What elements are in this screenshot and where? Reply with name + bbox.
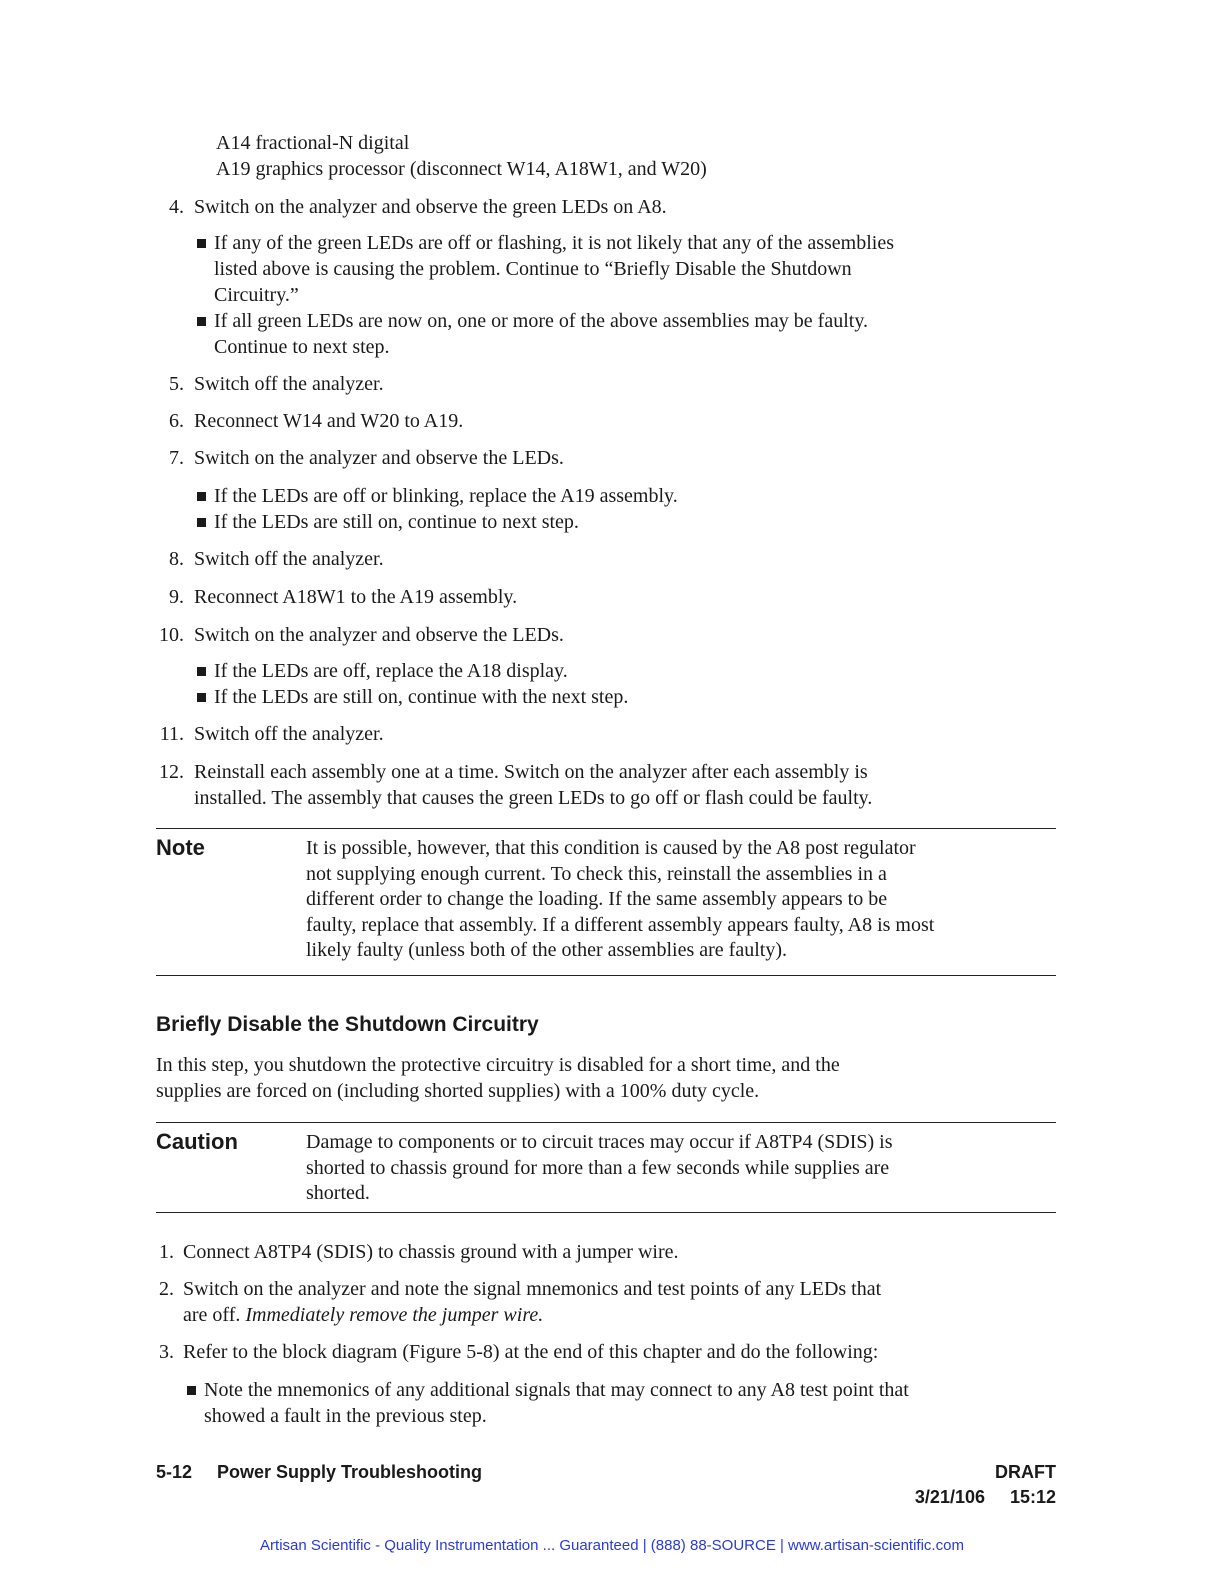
step-text: Switch off the analyzer. xyxy=(194,373,384,395)
step-number: 12. xyxy=(159,761,184,783)
step-text: Refer to the block diagram (Figure 5-8) at the end of this chapter and do the following: xyxy=(183,1341,879,1363)
step-number: 6. xyxy=(169,410,184,432)
step-text: installed. The assembly that causes the green LEDs to go off or flash could be faulty. xyxy=(194,787,873,809)
step-text: Connect A8TP4 (SDIS) to chassis ground with a jumper wire. xyxy=(183,1241,679,1263)
step-text: Reinstall each assembly one at a time. Switch on the analyzer after each assembly is xyxy=(194,761,868,783)
step-number: 9. xyxy=(169,586,184,608)
note-top-rule xyxy=(156,828,1056,829)
step-emphasis: Immediately remove the jumper wire. xyxy=(245,1304,544,1326)
step-number: 11. xyxy=(159,723,184,745)
intro-item: A19 graphics processor (disconnect W14, A18W1, and W20) xyxy=(216,158,707,180)
section-intro: In this step, you shutdown the protective circuitry is disabled for a short time, and the xyxy=(156,1054,840,1076)
bullet-icon xyxy=(197,492,206,501)
step-number: 3. xyxy=(159,1341,174,1363)
caution-bottom-rule xyxy=(156,1212,1056,1213)
caution-label: Caution xyxy=(156,1129,238,1154)
bullet-text: Continue to next step. xyxy=(214,336,390,358)
step-text-line xyxy=(183,1302,543,1328)
bullet-text: If the LEDs are off, replace the A18 display. xyxy=(214,660,568,682)
note-label: Note xyxy=(156,835,205,860)
step-number: 7. xyxy=(169,447,184,469)
step-number: 5. xyxy=(169,373,184,395)
bullet-text: If any of the green LEDs are off or flashing, it is not likely that any of the assemblies xyxy=(214,232,894,254)
step-text: Reconnect A18W1 to the A19 assembly. xyxy=(194,586,518,608)
note-text: It is possible, however, that this condition is caused by the A8 post regulator xyxy=(306,837,916,859)
note-text: different order to change the loading. If the same assembly appears to be xyxy=(306,888,888,910)
bullet-icon xyxy=(197,693,206,702)
bullet-text: listed above is causing the problem. Continue to “Briefly Disable the Shutdown xyxy=(214,258,852,280)
bullet-icon xyxy=(187,1386,196,1395)
bullet-icon xyxy=(197,518,206,527)
step-text: Switch off the analyzer. xyxy=(194,723,384,745)
section-heading: Briefly Disable the Shutdown Circuitry xyxy=(156,1013,539,1036)
footer-date: 3/21/106 xyxy=(914,1487,985,1507)
step-text: Switch on the analyzer and observe the LEDs. xyxy=(194,624,564,646)
caution-top-rule xyxy=(156,1122,1056,1123)
step-number: 1. xyxy=(159,1241,174,1263)
bullet-icon xyxy=(197,667,206,676)
bullet-text: If all green LEDs are now on, one or more of the above assemblies may be faulty. xyxy=(214,310,869,332)
step-text: are off. xyxy=(183,1304,246,1326)
note-text: faulty, replace that assembly. If a different assembly appears faulty, A8 is most xyxy=(306,914,935,936)
bullet-text: Note the mnemonics of any additional signals that may connect to any A8 test point that xyxy=(204,1379,909,1401)
step-text: Switch on the analyzer and observe the green LEDs on A8. xyxy=(194,196,667,218)
bullet-text: If the LEDs are off or blinking, replace the A19 assembly. xyxy=(214,485,678,507)
caution-text: shorted. xyxy=(306,1182,370,1204)
footer-chapter-title: Power Supply Troubleshooting xyxy=(217,1462,483,1482)
note-text: likely faulty (unless both of the other assemblies are faulty). xyxy=(306,939,787,961)
bullet-text: Circuitry.” xyxy=(214,284,299,306)
step-number: 8. xyxy=(169,548,184,570)
step-text: Switch on the analyzer and note the signal mnemonics and test points of any LEDs that xyxy=(183,1278,882,1300)
section-intro: supplies are forced on (including shorted supplies) with a 100% duty cycle. xyxy=(156,1080,760,1102)
caution-text: Damage to components or to circuit traces may occur if A8TP4 (SDIS) is xyxy=(306,1131,893,1153)
footer-page-number: 5-12 xyxy=(156,1462,193,1482)
bullet-text: showed a fault in the previous step. xyxy=(204,1405,487,1427)
step-number: 10. xyxy=(159,624,184,646)
footer-time: 15:12 xyxy=(1009,1487,1056,1507)
note-bottom-rule xyxy=(156,975,1056,976)
bullet-icon xyxy=(197,239,206,248)
step-number: 2. xyxy=(159,1278,174,1300)
step-number: 4. xyxy=(169,196,184,218)
note-text: not supplying enough current. To check this, reinstall the assemblies in a xyxy=(306,863,887,885)
bullet-text: If the LEDs are still on, continue with the next step. xyxy=(214,686,629,708)
footer-draft-label: DRAFT xyxy=(995,1462,1056,1482)
step-text: Switch on the analyzer and observe the LEDs. xyxy=(194,447,564,469)
step-text: Switch off the analyzer. xyxy=(194,548,384,570)
bullet-text: If the LEDs are still on, continue to next step. xyxy=(214,511,579,533)
footer-banner-link[interactable]: Artisan Scientific - Quality Instrumentation ... Guaranteed | (888) 88-SOURCE | www.artisan-scientific.com xyxy=(260,1537,964,1554)
intro-item: A14 fractional-N digital xyxy=(216,132,410,154)
caution-text: shorted to chassis ground for more than a few seconds while supplies are xyxy=(306,1157,890,1179)
bullet-icon xyxy=(197,317,206,326)
step-text: Reconnect W14 and W20 to A19. xyxy=(194,410,464,432)
